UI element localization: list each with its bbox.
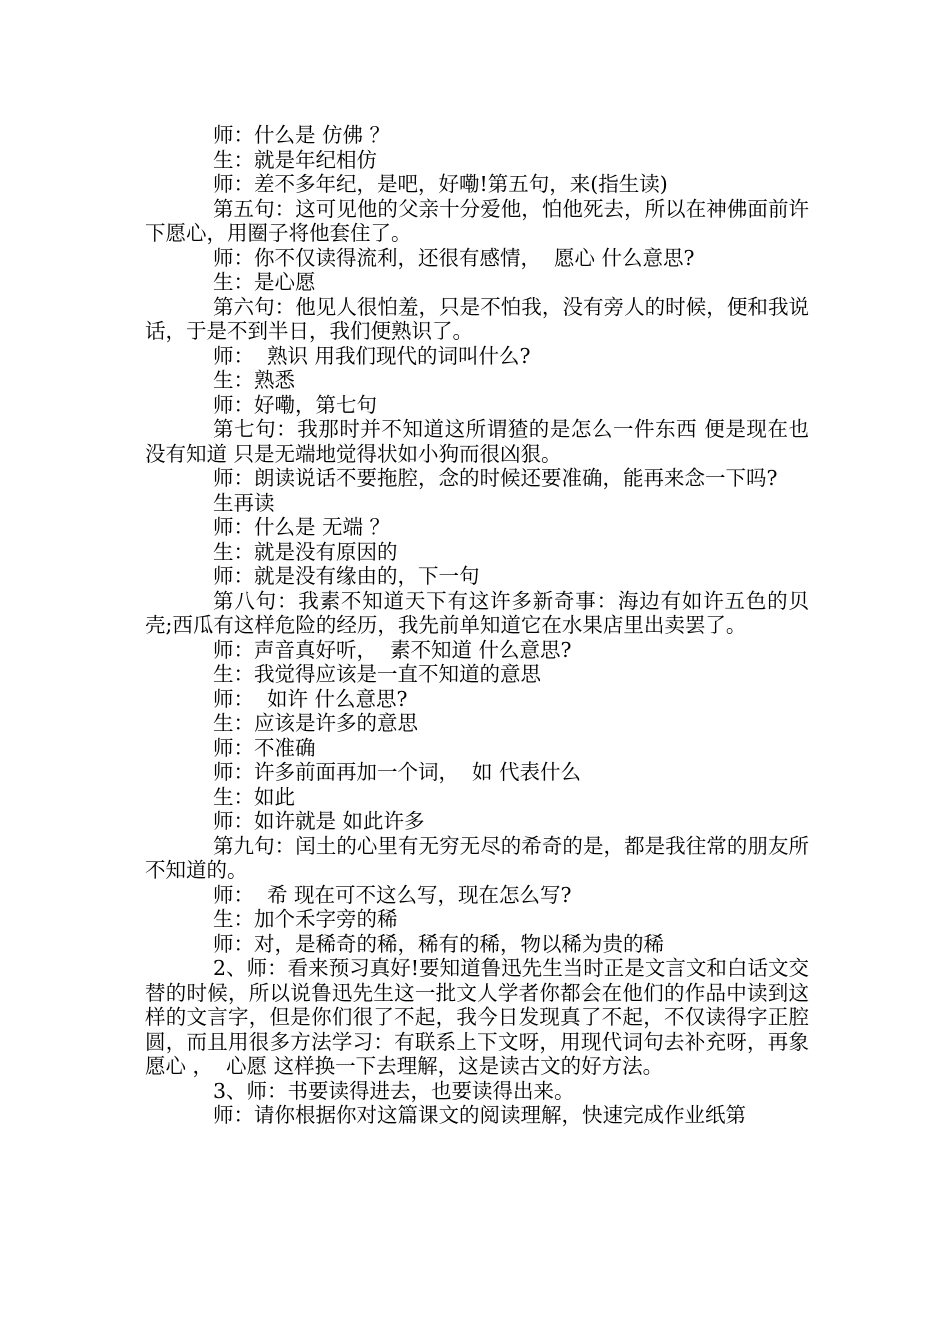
paragraph: 生：如此 (213, 784, 295, 809)
paragraph: 生：加个禾字旁的稀 (213, 907, 398, 931)
paragraph: 师： 熟识 用我们现代的词叫什么? (213, 343, 531, 368)
paragraph: 生：就是年纪相仿 (213, 147, 377, 172)
paragraph: 师： 如许 什么意思? (213, 686, 408, 711)
paragraph: 师：许多前面再加一个词， 如 代表什么 (213, 760, 582, 784)
paragraph: 第九句：闰土的心里有无穷无尽的希奇的是，都是我往常的朋友所不知道的。 (145, 833, 809, 882)
paragraph: 师：朗读说话不要拖腔，念的时候还要准确，能再来念一下吗? (213, 466, 778, 490)
paragraph: 师： 希 现在可不这么写，现在怎么写? (213, 882, 572, 907)
paragraph: 师：差不多年纪，是吧，好嘞!第五句，来(指生读) (213, 172, 668, 196)
paragraph: 师：好嘞，第七句 (213, 392, 377, 417)
paragraph: 师：不准确 (213, 735, 316, 760)
paragraph: 生：应该是许多的意思 (213, 711, 418, 735)
paragraph: 师：声音真好听， 素不知道 什么意思? (213, 637, 572, 662)
paragraph: 师：就是没有缘由的，下一句 (213, 564, 480, 588)
paragraph: 师：什么是 无端 ？ (213, 515, 391, 539)
paragraph: 生：就是没有原因的 (213, 539, 398, 564)
paragraph: 生：是心愿 (213, 270, 316, 294)
document-body (145, 123, 816, 1128)
paragraph: 3、师：书要读得进去，也要读得出来。 (213, 1078, 575, 1103)
paragraph: 第五句：这可见他的父亲十分爱他，怕他死去，所以在神佛面前许下愿心，用圈子将他套住了。 (145, 196, 809, 245)
paragraph: 师：对，是稀奇的稀，稀有的稀，物以稀为贵的稀 (213, 931, 664, 956)
paragraph: 生再读 (213, 490, 275, 515)
paragraph: 第六句：他见人很怕羞，只是不怕我，没有旁人的时候，便和我说话，于是不到半日，我们便熟识了。 (145, 294, 809, 343)
paragraph: 第七句：我那时并不知道这所谓猹的是怎么一件东西 便是现在也没有知道 只是无端地觉得状如小狗而很凶狠。 (145, 417, 809, 466)
paragraph: 2、师：看来预习真好!要知道鲁迅先生当时正是文言文和白话文交替的时候，所以说鲁迅先生这一批文人学者你都会在他们的作品中读到这样的文言字，但是你们很了不起，我今日发现真了不起，不仅读得字正腔圆，而且用很多方法学习：有联系上下文呀，用现代词句去补充呀，再象 愿心 ， 心愿 这样换一下去理解，这是读古文的好方法。 (145, 956, 816, 1078)
paragraph: 师：如许就是 如此许多 (213, 809, 425, 833)
paragraph: 师：请你根据你对这篇课文的阅读理解，快速完成作业纸第 (213, 1103, 746, 1127)
paragraph: 师：什么是 仿佛 ？ (213, 123, 391, 147)
paragraph: 生：熟悉 (213, 368, 295, 392)
paragraph: 第八句：我素不知道天下有这许多新奇事：海边有如许五色的贝壳;西瓜有这样危险的经历，我先前单知道它在水果店里出卖罢了。 (145, 588, 809, 637)
paragraph: 生：我觉得应该是一直不知道的意思 (213, 662, 541, 686)
paragraph: 师：你不仅读得流利，还很有感情， 愿心 什么意思? (213, 245, 695, 270)
